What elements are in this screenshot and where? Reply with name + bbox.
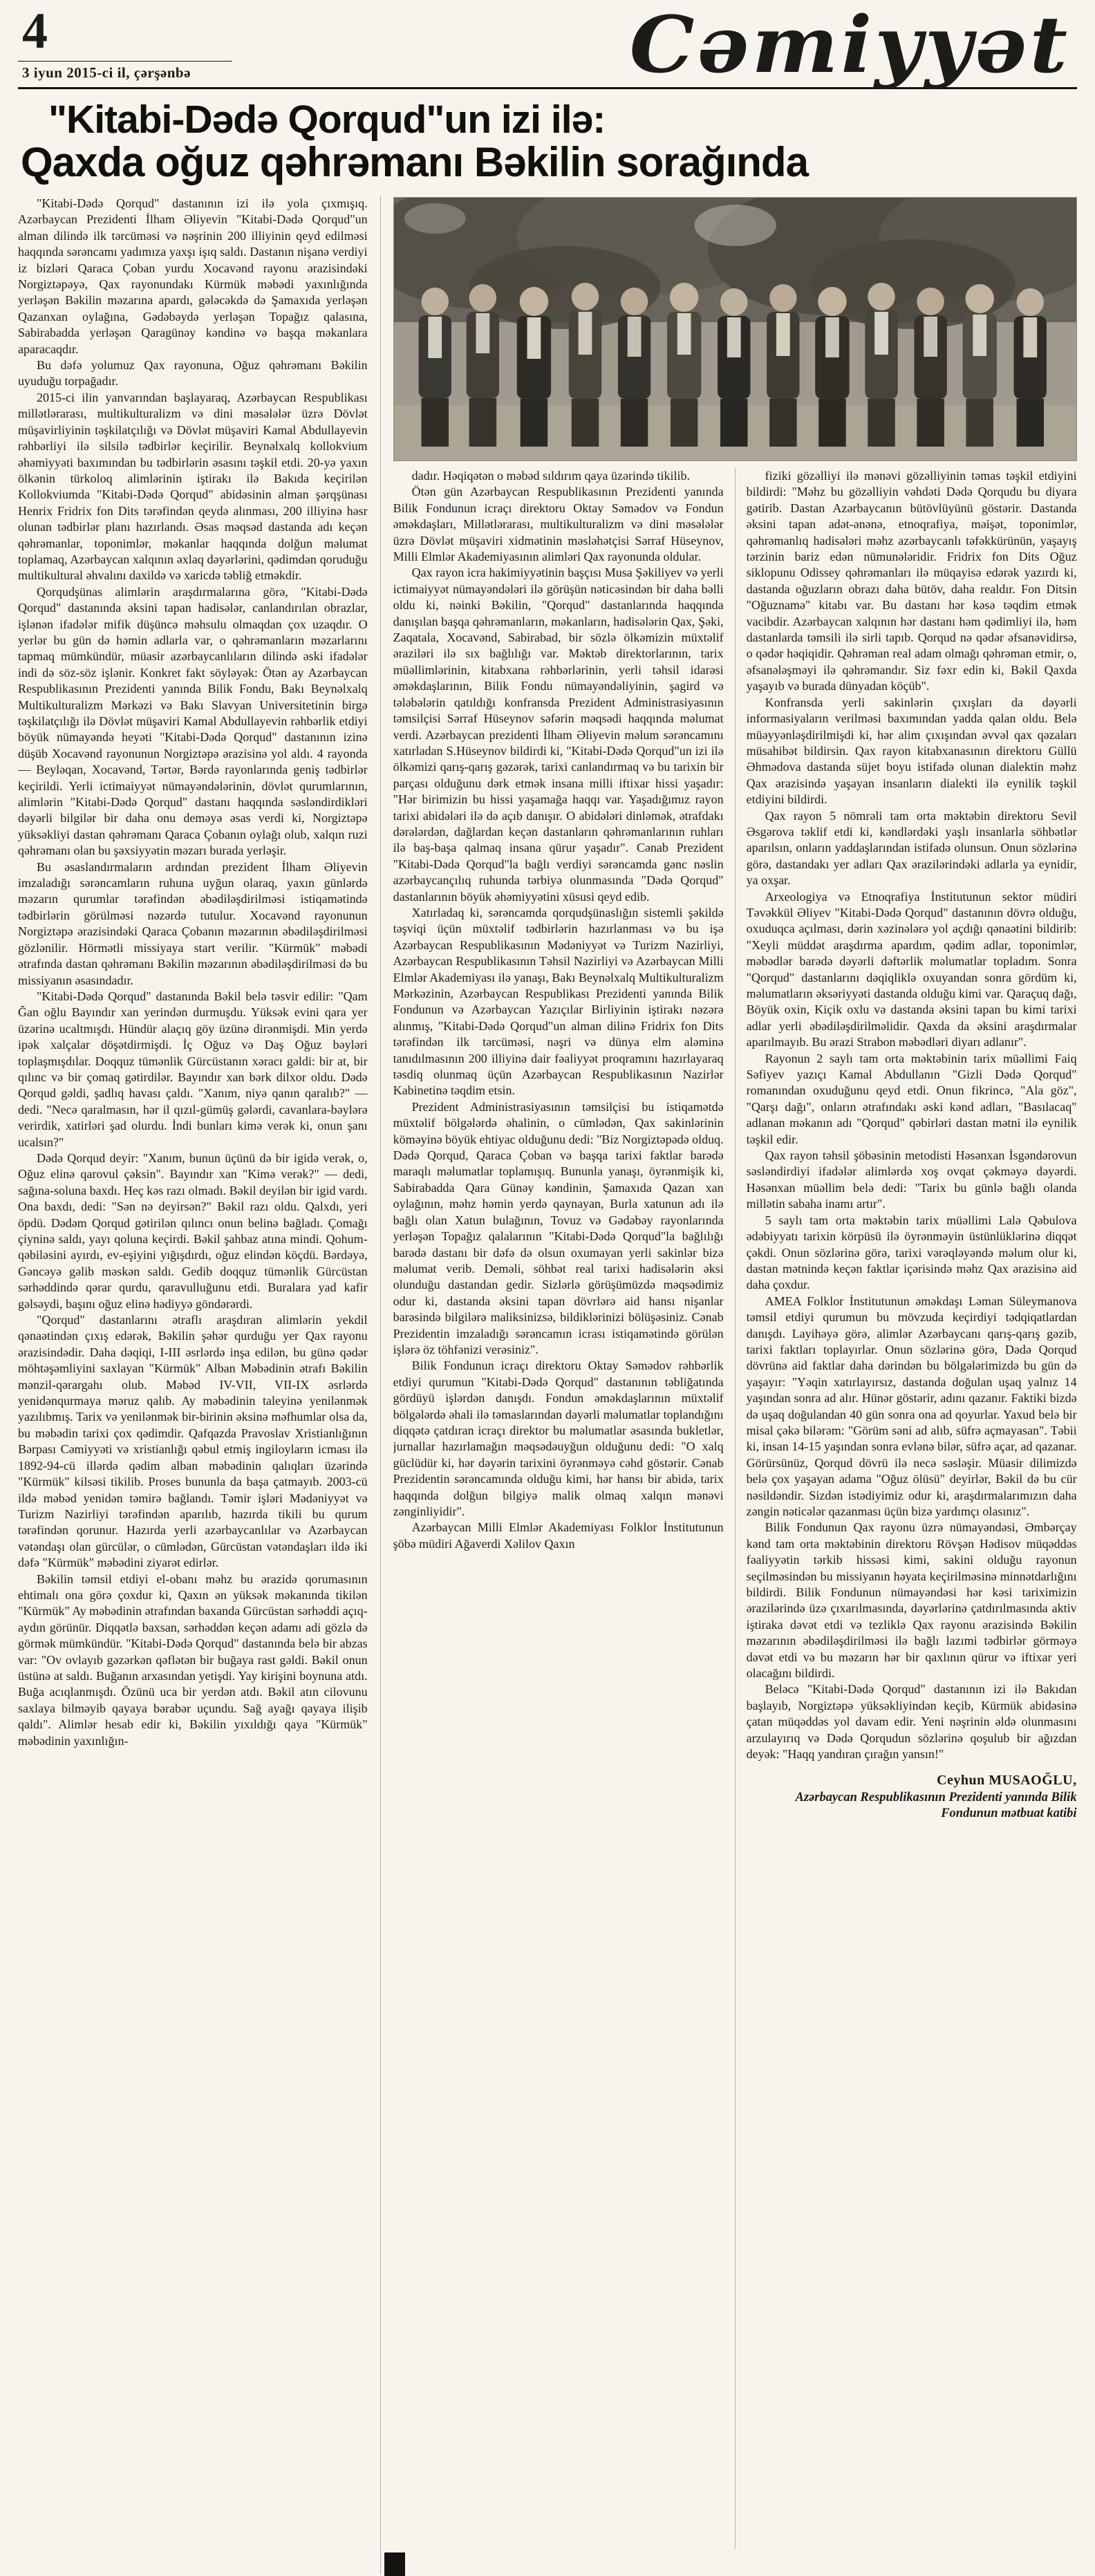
- paragraph: Bilik Fondunun icraçı direktoru Oktay Səmədov rəhbərlik etdiyi qurumun "Kitabi-Dədə Qorqud" dastanının təbliğatında gördüyü işlərdən danışdı. Fondun əməkdaşlarının müxtəlif bölgələrdə əhali ilə təmaslarından dəyərli məlumatlar toplandığını diqqətə çatdıran icraçı direktor bu məlumatlar əsasında bukletlər, jurnallar hazırlamağın məqsədəuyğun olduğunu dedi: "O xalq güclüdür ki, hər dəyərin tarixini öyrənməyə cəhd göstərir. Cənab Prezidentin sərəncamında olduğu kimi, hər hansı bir abidə, tarix haqqında dolğun bilgiyə malik olmaq xalqın mənəvi zənginliyidir".: [393, 1359, 724, 1518]
- issue-date: 3 iyun 2015-ci il, çərşənbə: [18, 61, 232, 83]
- group-photo-illustration: [394, 198, 1076, 460]
- paragraph: "Qorqud" dastanlarını ətraflı araşdıran alimlərin yekdil qənaətindən çıxış edərək, Bəkilin şəhər qurduğu yer Qax rayonu ərazisindədir. Daha dəqiqi, I-III əsrlərdə inşa edilən, bu günə qədər möhtəşəmliyini saxlayan "Kürmük" Alban Məbədinin ətrafı Bəkilin mənzil-qərargahı olub. Məbəd IV-VII, VII-IX əsrlərdə yenidənqurmaya məruz qalıb. Ay məbədinin taleyinə yenilənmək yazılıbmış. Tarix və yenilənmək bir-birinin əksinə məfhumlar olsa da, bu məbədin tarixi çox qədimdir. Qafqazda Pravoslav Xristianlığının Bərpası Cəmiyyəti və xristianlığı qəbul etmiş ingiloyların icması ilə 1892-94-cü illərdə qədim alban məbədinin qalıqları üzərində "Kürmük" kilsəsi tikilib. Proses bununla da başa çatmayıb. 2003-cü ildə məbəd yenidən təmirə bağlandı. Təmir işləri Mədəniyyət və Turizm Nazirliyi tərəfindən aparılıb, hazırda tikili bu qurum tərəfindən qorunur. Hazırda yerli azərbaycanlılar və Azərbaycan vətəndaşı olan gürcülər, o cümlədən, Gürcüstan vətəndaşları ildə iki dəfə "Kürmük" məbədini ziyarət edirlər.: [18, 1313, 368, 1570]
- paragraph: Qax rayon 5 nömrəli tam orta məktəbin direktoru Sevil Əsgərova təklif etdi ki, kəndlərdəki yaşlı insanlarla söhbətlər aparılsın, onların yaddaşlarından istifadə olunsun. Onun sözlərinə görə, dastandakı yer adları Qax ərazilərindəki adlarla ya eynidir, ya oxşar.: [746, 808, 1077, 888]
- column-3: [735, 468, 1077, 2549]
- paragraph: Ötən gün Azərbaycan Respublikasının Prezidenti yanında Bilik Fondunun icraçı direktoru Oktay Səmədov və Fondun əməkdaşları, Millətlərarası, multikulturalizm və dini məsələlər üzrə Dövlət müşaviri xidmətinin məsləhətçisi Sərraf Hüseynov, Milli Elmlər Akademiyasının alimləri Qax rayonunda oldular.: [393, 485, 724, 564]
- paragraph: Prezident Administrasiyasının təmsilçisi bu istiqamətdə müxtəlif bölgələrdə əhalinin, o cümlədən, Qax sakinlərinin köməyinə böyük ehtiyac olduğunu dedi: "Biz Norgiztəpədə olduq. Dədə Qorqud, Qaraca Çoban və başqa tarixi faktlar barədə maraqlı məlumatlar toplamışıq. Bununla yanaşı, öyrənmişik ki, Sabirabadda Qara Günəy kəndinin, Şamaxıda Qazan xan oylağının, məhz həmin yerdə qaynayan, Burla xatunun adı ilə bağlı olan Xatun bulağının, Tovuz və Gədəbəy rayonlarında yerləşən Topağız qalalarının "Kitabi-Dədə Qorqud"la bağlılığı barədə dastanı bir dəfə də olsun oxumayan yerli sakinlər bizə məlumat verib. Deməli, söhbət real tarixi hadisələrin əksi olunduğu dastandan gedir. Sizlərlə görüşümüzdə məqsədimiz odur ki, dastanda əksini tapan dövrlərə aid hansı nişanlar barəsində bilgilərə maliksinizsə, bildiklərinizi bölüşəsiniz. Cənab Prezidentin imzaladığı sərəncamın icrası istiqamətində görülən işlərə öz töhfənizi verəsiniz".: [393, 1099, 724, 1356]
- column-2: [393, 468, 735, 2549]
- page-number: 4: [22, 3, 48, 59]
- paragraph: Qax rayon təhsil şöbəsinin metodisti Həsənxan İsgəndərovun səsləndirdiyi ifadələr alimlərdə xoş ovqat çəkməyə dəyərdi. Həsənxan müəllim belə dedi: "Tarix bu günlə bağlı olanda millətin sabaha inamı artır".: [746, 1148, 1077, 1211]
- headline-line-2: Qaxda oğuz qəhrəmanı Bəkilin sorağında: [21, 139, 808, 185]
- paragraph: dadır. Həqiqətən o məbəd sıldırım qaya üzərində tikilib.: [411, 469, 690, 483]
- column-1: [18, 196, 380, 2574]
- paragraph: Beləcə "Kitabi-Dədə Qorqud" dastanının izi ilə Bakıdan başlayıb, Norgiztəpə yüksəkliyindən keçib, Kürmük abidəsinə çatan müqəddəs yol davam edir. Yeni nəşrinin əldə olunmasını arzulayırıq və Dədə Qorqudun sözlərinə qoşulub bir ağızdan deyək: "Haqq yandıran çırağın yansın!": [746, 1682, 1077, 1762]
- paragraph: Konfransda yerli sakinlərin çıxışları da dəyərli informasiyaların verilməsi baxımından yadda qalan oldu. Belə müəyyənləşdirilmişdi ki, hər alim çıxışından əvvəl qax qəzaları müsahibət bildirsin. Qax rayon kitabxanasının direktoru Güllü Əhmədova dastanda süjet boyu istifadə olunan dialektin məhz Qax ərazisində yaşayan insanların dialekti ilə eynilik təşkil etdiyini bildirdi.: [746, 695, 1077, 807]
- byline-author: Ceyhun MUSAOĞLU,: [937, 1772, 1077, 1788]
- paragraph: Bu əsaslandırmaların ardından prezident İlham Əliyevin imzaladığı sərəncamların ruhuna uyğun olaraq, yaxın günlərdə məzarın qurumlar tərəfindən əbədiləşdirilməsi istiqamətində tədbirlərin görülməsi nəzərdə tutulur. Xocavənd rayonunun Norgiztəpə ərazisindəki Qaraca Çobanın məzarının əbədiləşdirilməsi gözlənilir. Hörmətli missiyaya start verilir. "Kürmük" məbədi ətrafında dastan qəhrəmanı Bəkilin məzarının əbədiləşdirilməsi də bu missiyanın əsasındadır.: [18, 859, 368, 987]
- right-area: [380, 196, 1077, 2574]
- paragraph: Bəkilin təmsil etdiyi el-obanı məhz bu ərazidə qorumasının ehtimalı ona görə çoxdur ki, Qaxın ən yüksək məkanında tikilən "Kürmük" Ay məbədinin ətrafından baxanda Gürcüstan sərhəddi açıq-aydın görünür. Diqqətlə baxsan, sərhəddən keçən adamı adi gözlə də görmək mümkündür. "Kitabi-Dədə Qorqud" dastanında belə bir abzas var: "Ov ovlayıb gəzərkən qəflətən bir buğaya rast gəldi. Bəkil onun üstünə at saldı. Buğanın arxasından yetişdi. Yay kirişini boynuna atdı. Buğa acıqlanmışdı. Özünü uca bir yerdən atdı. Bəkil atın cilovunu saxlaya bilməyib qayaya bərabər uçundu. Sağ ayağı qayaya ilişib qaldı". Alimlər hesab edir ki, Bəkilin yıxıldığı qaya "Kürmük" məbədinin yaxınlığın-: [18, 1571, 368, 1748]
- byline: [747, 1773, 1077, 1822]
- paragraph: Arxeologiya və Etnoqrafiya İnstitutunun sektor müdiri Təvəkkül Əliyev "Kitabi-Dədə Qorqud" dastanının dövrə olduğu, oxuduqca açılması, dərin xəzinələrə yol açdığı qənaətini bildirib: "Xeyli müddət araşdırma apardım, qədim adlar, toponimlər, məbədlər barədə dəyərli dəftərlik məlumatlar topladım. Sonra "Qorqud" dastanlarını dəqiqliklə oxuyandan sonra gördüm ki, məlumatların əksəriyyəti dastanda olduğu kimi var. Qaraçuq dağı, Böyük oxin, Kiçik oxlu və dastanda əksini tapan bu kimi tarixi adlar yerli əbədiləşdirilməlidir. Qaxda da əksini araşdırmalar aparılmayıb. Bu ərazi Strabon məbədləri diyarı adlanır".: [746, 889, 1077, 1049]
- article-photo: [393, 197, 1077, 461]
- paragraph: AMEA Folklor İnstitutunun əməkdaşı Ləman Süleymanova təmsil etdiyi qurumun bu mövzuda keçirdiyi tədqiqatlardan danışdı. Layihəyə görə, alimlər Azərbaycanı qarış-qarış gəzib, tarixi faktları toplayırlar. Onun sözlərinə görə, Dədə Qorqud dövrünə aid faktlar daha dərindən bu bölgələrimizdə bu gün də yaşayır: "Yəqin xatırlayırsız, dastanda doğulan uşaq yalnız 14 yaşından sonra ad alır. Hünər göstərir, adını qazanır. Faktiki bizdə də uşaq doğulandan 40 gün sonra ona ad qoyurlar. Yaxud belə bir misal çəkə bilərəm: "Görüm səni ad alıb, süfrə açmayasan". Təbii ki, insan 14-15 yaşından sonra evlənə bilər, süfrə açar, ad qazanar. Görürsünüz, Qorqud dövrü ilə necə səsləşir. Müasir dilimizdə belə çox yaşayan adama "Oğuz ölüsü" deyirlər, Bəkil də bu cür nəsildəndir. Sizdən istədiyimiz odur ki, araşdırmalarımızın daha zəngin nəticələr qazanması üçün bizə yardımçı olasınız".: [746, 1294, 1077, 1518]
- byline-author-title: Azərbaycan Respublikasının Prezidenti yanında Bilik Fondunun mətbuat katibi: [795, 1790, 1077, 1820]
- column-3-text: [747, 468, 1077, 1763]
- paragraph: Xatırladaq ki, sərəncamda qorqudşünaslığın sistemli şəkildə təşviqi üçün müxtəlif tədbirlərin hazırlanması və bu işə Azərbaycan Respublikasının Mədəniyyət və Turizm Nazirliyi, Azərbaycan Respublikasının Təhsil Nazirliyi və Azərbaycan Milli Elmlər Akademiyası ilə yanaşı, Bakı Beynəlxalq Multikulturalizm Mərkəzinin, Azərbaycan Respublikası Prezidenti yanında Bilik Fondunun və Azərbaycan Yazıçılar Birliyinin iştirakı nəzərə alınmış, "Kitabi-Dədə Qorqud"un alman dilinə Fridrix fon Dits tərəfindən ilk tərcüməsi, nəşri və dünya elm aləminə tanıdılmasının 200 illiyinə dair fəaliyyət proqramını hazırlayaraq təsdiq olunmaq üçün Azərbaycan Respublikasının Nazirlər Kabinetinə təqdim etsin.: [393, 905, 724, 1098]
- paragraph: Qax rayon icra hakimiyyətinin başçısı Musa Şəkiliyev və yerli ictimaiyyət nümayəndələri ilə görüşün nəticəsindən bir daha bəlli oldu ki, nəinki Bəkilin, "Qorqud" dastanlarında haqqında danışılan başqa qəhrəmanların, məkanların, hadisələrin Qax, Şəki, Zaqatala, Xocavənd, Sabirabad, bir sözlə ölkəmizin müxtəlif əraziləri ilə sıx bağlılığı var. Məktəb direktorlarının, tarix müəllimlərinin, kitabxana rəhbərlərinin, yerli təhsil idarəsi əməkdaşlarının, Bilik Fondu nümayəndəliyinin, şagird və tələbələrin qatıldığı konfransda Prezident Administrasiyasının təmsilçisi Sərraf Hüseynov səfərin məqsədi haqqında məlumat verdi. Azərbaycan prezidenti İlham Əliyevin məlum sərəncamını xatırladan S.Hüseynov bildirdi ki, "Kitabi-Dədə Qorqud"un izi ilə ölkəmizi qarış-qarış gəzərək, tarixi canlandırmaq və bu tarixin bir parçası olduğunu dərk etmək insana milli iftixar hissi yaşadır: "Hər birimizin bu hissi yaşamağa haqqı var. Yaşadığımız rayon tarixi abidələri ilə də açıb danışır. O abidələri dinləmək, ətrafdakı dərələrdən, dağlardan keçən dastanların qəhrəmanlarının ruhları ilə baş-başa qalmaq insana qürur yaşadır". Cənab Prezident "Kitabi-Dədə Qorqud"la bağlı verdiyi sərəncamda gənc nəslin azərbaycançılıq ruhunda tərbiyə olunmasında "Dədə Qorqud" dastanlarının böyük əhəmiyyətini xüsusi qeyd edib.: [393, 566, 724, 904]
- paragraph: "Kitabi-Dədə Qorqud" dastanında Bəkil belə təsvir edilir: "Qam Ğan oğlu Bayındır xan yerindən durmuşdu. Yüksək evini qara yer üzərinə ucaltmışdı. Hündür alaçıq göy üzünə dirənmişdi. Min yerdə ipək xalçalar döşətdirmişdi. İç Oğuz və Daş Oğuz bəyləri toplaşmışdılar. Doqquz tümənlik Gürcüstanın xəracı gəldi: bir at, bir qılınc və bir çomaq gətirdilər. Bayındır xan bərk dilxor oldu. Dədə Qorqud gəldi, şadlıq havası çaldı. "Xanım, niyə qanın qaralıb?" — dedi. "Necə qaralmasın, hər il qızıl-gümüş gələrdi, cavanlara-bəylərə verirdik, xatirləri şad olurdu. İndi bunları kimə verək ki, onun şanı ucalsın?": [18, 989, 368, 1149]
- paragraph: Qorqudşünas alimlərin araşdırmalarına görə, "Kitabi-Dədə Qorqud" dastanında əksini tapan hadisələr, canlandırılan obrazlar, işlənən ifadələr mifik düşüncə məhsulu olmaqdan çox uzaqdır. O yerlər bu gün də həmin adlarla var, o qəhrəmanların məzarlarını tapmaq mümkündür, müasir azərbaycanlıların dilində əski ifadələr indi də söz-söz işlənir. Konkret fakt söyləyək: Ötən ay Azərbaycan Respublikasının Prezidenti yanında Bilik Fondu, Bakı Beynəlxalq Multikulturalizm Mərkəzi və Bakı Slavyan Universitetinin birgə təşkilatçılığı ilə Dövlət müşaviri Kamal Abdullayevin rəhbərlik etdiyi böyük nümayəndə heyəti "Kitabi-Dədə Qorqud" dastanının izinə düşüb Xocavənd rayonunun Norgiztəpə ərazisinə yol aldı. 4 rayonda — Beyləqan, Xocavənd, Tərtər, Bərdə rayonlarında geniş tədbirlər keçirildi. Yerli ictimaiyyət nümayəndələrinin, dövlət qurumlarının, alimlərin "Kitabi-Dədə Qorqud" dastanı haqqında səsləndirdikləri dəyərli bilgilər bir daha onu deməyə əsas verdi ki, Norgiztəpə yüksəkliyi dastan qəhrəmanı Qaraca Çobanın oylağı olub, xalqın ruzi qəhrəmanı olan bu şəxsiyyətin məzarı burada yerləşir.: [18, 584, 368, 858]
- article-body: [18, 196, 1077, 2574]
- page-header: [18, 0, 1077, 91]
- scan-artifact-block: [384, 2552, 405, 2576]
- header-left: [18, 3, 232, 83]
- paragraph: fiziki gözəlliyi ilə mənəvi gözəlliyinin təmas təşkil etdiyini bildirdi: "Məhz bu gözəlliyin vəhdəti Dədə Qorqudu bu diyara gətirib. Dastan Azərbaycanın bütövlüyünü göstərir. Dastanda əksini tapan adət-ənənə, etnoqrafiya, məişət, toponimlər, qəhrəmanlıq hadisələri məhz azərbaycanlı təfəkkürünün, yaşayış tərzinin bariz edən nümunələridir. Fridrix fon Dits Oğuz siklopunu Odissey qəhrəmanları ilə müqayisə edərək yazırdı ki, dastanda oğuzların obrazı daha bütöv, daha realdır. Fon Ditsin "Oğuznamə" kitabı var. Bu dastanı hər kəsə təqdim etmək vacibdir. Azərbaycan xalqının hər dastanı həm qədimliyi ilə, həm dastanlarda təmsili ilə sirli tapıb. Qorqud nə qədər əfsanəvidirsə, o qədər həqiqidir. Qəhrəman real adam olmağı qəhrəman etmir, o, əfsanələşməyi ilə qəhrəmandır. Siz fəxr edin ki, Bəkil Qaxda yaşayıb və burada dünyadan köçüb".: [746, 469, 1077, 693]
- paragraph: "Kitabi-Dədə Qorqud" dastanının izi ilə yola çıxmışıq. Azərbaycan Prezidenti İlham Əliyevin "Kitabi-Dədə Qorqud"un alman dilində ilk tərcüməsi və nəşrinin 200 illiyinin qeyd edilməsi haqqında sərəncamı yadımıza yaxşı işıq saldı. Dastanın nişanə verdiyi iz bizləri Qaraca Çoban yurdu Xocavənd rayonu ərazisindəki Norgiztəpəyə, Qax rayonundakı Kürmük məbədi yaxınlığında yerləşən Bəkilin məzarına apardı, gələcəkdə də Şamaxıda yerləşən Qazanxan oylağına, Gədəbəydə yerləşən Topağız qalasına, Sabirabadda yerləşən Qaragünəy kəndinə və başqa məkanlara aparacaqdır.: [18, 196, 368, 356]
- paragraph: 2015-ci ilin yanvarından başlayaraq, Azərbaycan Respublikası millətlərarası, multikulturalizm və dini məsələlər üzrə Dövlət müşavirliyinin təşkilatçılığı və Dövlət müşaviri Kamal Abdullayevin rəhbərliyi ilə silsilə tədbirlər keçirilir. Beynəlxalq kollokvium əhəmiyyəti baxımından bu tədbirlərin əsasını təşkil etdi. 20-yə yaxın ölkənin türkoloq alimlərinin iştirakı ilə Bakıda keçirilən Kollokviumda "Kitabi-Dədə Qorqud" abidəsinin alman şərqşünası Henrix Fridrix fon Dits tərəfindən qeydə alınması, 200 illiyinə həsr olunan tədbirlər planı hazırlandı. Əsas məqsəd dastanda adı keçən qəhrəmanlar, toponimlər, məkanlar haqqında dolğun məlumat toplamaq, Azərbaycan xalqının əxlaq dəyərlərini, qədimdən qoruduğu multikultural əhvalını daxildə və xaricdə təbliğ etməkdir.: [18, 390, 368, 583]
- paragraph: Bilik Fondunun Qax rayonu üzrə nümayəndəsi, Əmbərçay kənd tam orta məktəbinin direktoru Rövşən Hədisov müqəddəs fəaliyyətin tərkib hissəsi kimi, sakini olduğu rayonun seçilməsindən bu missiyanın həyata keçirilməsinə minnətdarlığını bildirdi. Bilik Fondunun nümayəndəsi hər kəsi tariximizin ərazilərində üzə çıxarılmasında, dəyərlərinə çatdırılmasında aktiv iştiraka dəvət etdi və tezliklə Qax rayonu ərazisində Bəkilin məzarının əbədiləşdirilməsi ilə bağlı lazımi tədbirlər görməyə dəvət etdi və bu məzarın hər bir qaxlının qürur və iftixar yeri olacağını bildirdi.: [746, 1520, 1077, 1681]
- paragraph: Rayonun 2 saylı tam orta məktəbinin tarix müəllimi Faiq Səfiyev yazıçı Kamal Abdullanın "Gizli Dədə Qorqud" romanından oxuduğunu qeyd etdi. Onun fikrincə, "Ala göz", "Qarşı dağı", onların ətrafındakı əski kənd adları, "Basılacaq" adlanan məkanın adı "Qorqud" qəbirləri dastan mətni ilə eynilik təşkil edir.: [746, 1051, 1077, 1146]
- paragraph: Dədə Qorqud deyir: "Xanım, bunun üçünü də bir igidə verək, o, Oğuz elinə qarovul çəksin". Bayındır xan "Kimə verək?" — dedi, sağına-soluna baxdı. Heç kəs razı olmadı. Bəkil deyilən bir igid vardı. Ona baxdı, dedi: "Sən nə deyirsən?" Bəkil razı oldu. Qalxdı, yeri öpdü. Dədəm Qorqud gətirilən qılıncı onun belinə bağladı. Çomağı çiyninə saldı, yayı qoluna keçirdi. Bəkil şahbaz atına mindi. Qohum-qəbiləsini ayırdı, ev-eşiyini yığışdırdı, oğuz elindən köçdü. Bərdəyə, Gəncəyə gəlib məskən saldı. Gedib doqquz tümənlik Gürcüstan sərhəddində qərar qurdu, qaravulluğunu etdi. Buralara yad kafir gəlsəydi, başını oğuz elinə hədiyyə göndərərdi.: [18, 1150, 368, 1311]
- paragraph: 5 saylı tam orta məktəbin tarix müəllimi Lalə Qəbulova ədəbiyyatı tarixin körpüsü ilə öyrənməyin üstünlüklərinə diqqət çəkdi. Onun sözlərinə görə, tarixi vərəqləyəndə məlum olur ki, dastan mətnində keçən faktlar içərisində məhz Qax ərazisinə aid daha çoxdur.: [746, 1213, 1077, 1292]
- paragraph: Bu dəfə yolumuz Qax rayonuna, Oğuz qəhrəmanı Bəkilin uyuduğu torpağadır.: [18, 358, 368, 389]
- paragraph: Azərbaycan Milli Elmlər Akademiyası Folklor İnstitutunun şöbə müdiri Ağaverdi Xəlilov Qaxın: [393, 1520, 724, 1551]
- headline-line-1: "Kitabi-Dədə Qorqud"un izi ilə:: [48, 97, 606, 142]
- right-columns: [393, 468, 1077, 2574]
- article-headline: [18, 89, 1077, 189]
- masthead-title: Cəmiyyət: [629, 0, 1070, 91]
